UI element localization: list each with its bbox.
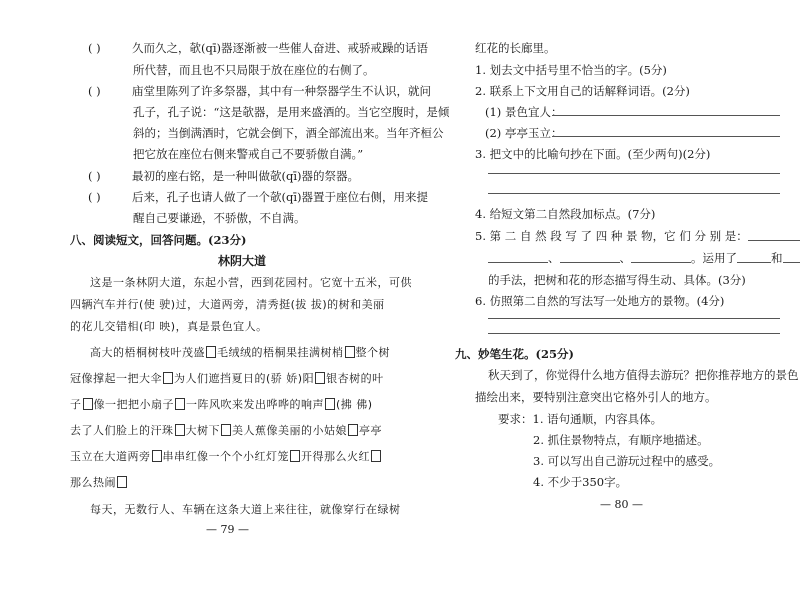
passage-line: 红花的长廊里。 (475, 41, 556, 55)
passage-line: 玉立在大道两旁 串串红像一个个小红灯笼 开得那么火红 (70, 449, 382, 465)
section-heading-8: 八、阅读短文，回答问题。(23分) (70, 233, 247, 247)
punctuation-box[interactable] (345, 346, 355, 358)
fill-blank[interactable] (783, 262, 800, 263)
fill-blank[interactable] (631, 262, 691, 263)
punctuation-box[interactable] (152, 450, 162, 462)
answer-line[interactable] (552, 115, 780, 116)
answer-item-2-cont: 斜的；当倒满酒时，它就会倒下，酒全部流出来。当年齐桓公 (133, 126, 444, 140)
answer-line[interactable] (488, 193, 780, 194)
answer-item-1: ( ) 久而久之，欹(qī)器逐渐被一些催人奋进、戒骄戒躁的话语 (88, 41, 429, 55)
question-3: 3. 把文中的比喻句抄在下面。(至少两句)(2分) (475, 147, 711, 161)
section-heading-9: 九、妙笔生花。(25分) (455, 347, 574, 361)
fill-blank[interactable] (560, 262, 620, 263)
answer-paren[interactable]: ( ) (88, 169, 101, 183)
passage-line: 高大的梧桐树枝叶茂盛 毛绒绒的梧桐果挂满树梢 整个树 (90, 346, 390, 359)
answer-item-3: ( ) 最初的座右铭，是一种叫做欹(qī)器的祭器。 (88, 169, 360, 183)
punctuation-box[interactable] (163, 372, 173, 384)
answer-item-2: ( ) 庙堂里陈列了许多祭器，其中有一种祭器学生不认识，就问 (88, 84, 431, 98)
writing-prompt: 秋天到了，你觉得什么地方值得去游玩？把你推荐地方的景色 (488, 368, 799, 382)
question-5: 5. 第 二 自 然 段 写 了 四 种 景 物，它 们 分 别 是： (475, 228, 800, 244)
punctuation-box[interactable] (117, 476, 127, 488)
passage-title: 林阴大道 (218, 254, 267, 268)
answer-line[interactable] (488, 333, 780, 334)
answer-line[interactable] (488, 173, 780, 174)
fill-blank[interactable] (488, 262, 548, 263)
punctuation-box[interactable] (221, 424, 231, 436)
question-2-part-1: (1) 景色宜人： (485, 105, 563, 119)
punctuation-box[interactable] (175, 424, 185, 436)
fill-blank[interactable] (737, 262, 771, 263)
punctuation-box[interactable] (315, 372, 325, 384)
passage-line: 那么热闹 (70, 475, 128, 491)
passage-line: 四辆汽车并行(使 驶)过，大道两旁，清秀挺(拔 拔)的树和美丽 (70, 298, 385, 311)
answer-paren[interactable]: ( ) (88, 41, 101, 55)
answer-item-4: ( ) 后来，孔子也请人做了一个欹(qī)器置于座位右侧，用来提 (88, 190, 429, 204)
punctuation-box[interactable] (206, 346, 216, 358)
passage-line: 冠像撑起一把大伞 为人们遮挡夏日的(骄 娇)阳 银杏树的叶 (70, 372, 384, 385)
punctuation-box[interactable] (83, 398, 93, 410)
punctuation-box[interactable] (325, 398, 335, 410)
answer-item-1-cont: 所代替，而且也不只局限于放在座位的右侧了。 (133, 63, 375, 77)
page-number: — 80 — (600, 498, 643, 511)
punctuation-box[interactable] (175, 398, 185, 410)
page-number: — 79 — (206, 523, 249, 536)
answer-item-4-cont: 醒自己要谦逊，不骄傲，不自满。 (133, 211, 306, 225)
writing-prompt: 描绘出来，要特别注意突出它格外引人的地方。 (475, 390, 717, 404)
answer-paren[interactable]: ( ) (88, 84, 101, 98)
answer-line[interactable] (488, 318, 780, 319)
right-page (400, 0, 800, 589)
passage-line: 每天，无数行人、车辆在这条大道上来往往，就像穿行在绿树 (90, 503, 401, 516)
answer-item-2-cont: 孔子，孔子说：“这是欹器，是用来盛酒的。当它空腹时，是倾 (133, 105, 450, 119)
passage-line: 子 像一把把小扇子 一阵风吹来发出哗哗的响声 (拂 佛) (70, 398, 373, 411)
question-5-cont: 的手法，把树和花的形态描写得生动、具体。(3分) (488, 273, 746, 287)
question-6: 6. 仿照第二自然的写法写一处地方的景物。(4分) (475, 294, 725, 308)
answer-line[interactable] (552, 136, 780, 137)
passage-line: 去了人们脸上的汗珠 大树下 美人蕉像美丽的小姑娘 亭亭 (70, 424, 382, 437)
question-2: 2. 联系上下文用自己的话解释词语。(2分) (475, 84, 690, 98)
fill-blank[interactable] (748, 240, 800, 241)
requirements: 要求：1. 语句通顺，内容具体。 (498, 412, 663, 426)
punctuation-box[interactable] (290, 450, 300, 462)
requirement-item: 4. 不少于350字。 (533, 475, 628, 489)
passage-line: 的花儿交错相(印 映)，真是景色宜人。 (70, 320, 268, 333)
answer-paren[interactable]: ( ) (88, 190, 101, 204)
question-1: 1. 划去文中括号里不恰当的字。(5分) (475, 63, 667, 77)
question-4: 4. 给短文第二自然段加标点。(7分) (475, 207, 656, 221)
requirement-item: 2. 抓住景物特点，有顺序地描述。 (533, 433, 709, 447)
punctuation-box[interactable] (348, 424, 358, 436)
answer-item-2-cont: 把它放在座位右侧来警戒自己不要骄傲自满。” (133, 147, 364, 161)
passage-line: 这是一条林阴大道，东起小营，西到花园村。它宽十五米，可供 (90, 276, 412, 289)
question-2-part-2: (2) 亭亭玉立： (485, 126, 563, 140)
question-5-cont: 、 、 。运用了 和 (488, 250, 800, 266)
punctuation-box[interactable] (371, 450, 381, 462)
requirement-item: 3. 可以写出自己游玩过程中的感受。 (533, 454, 721, 468)
